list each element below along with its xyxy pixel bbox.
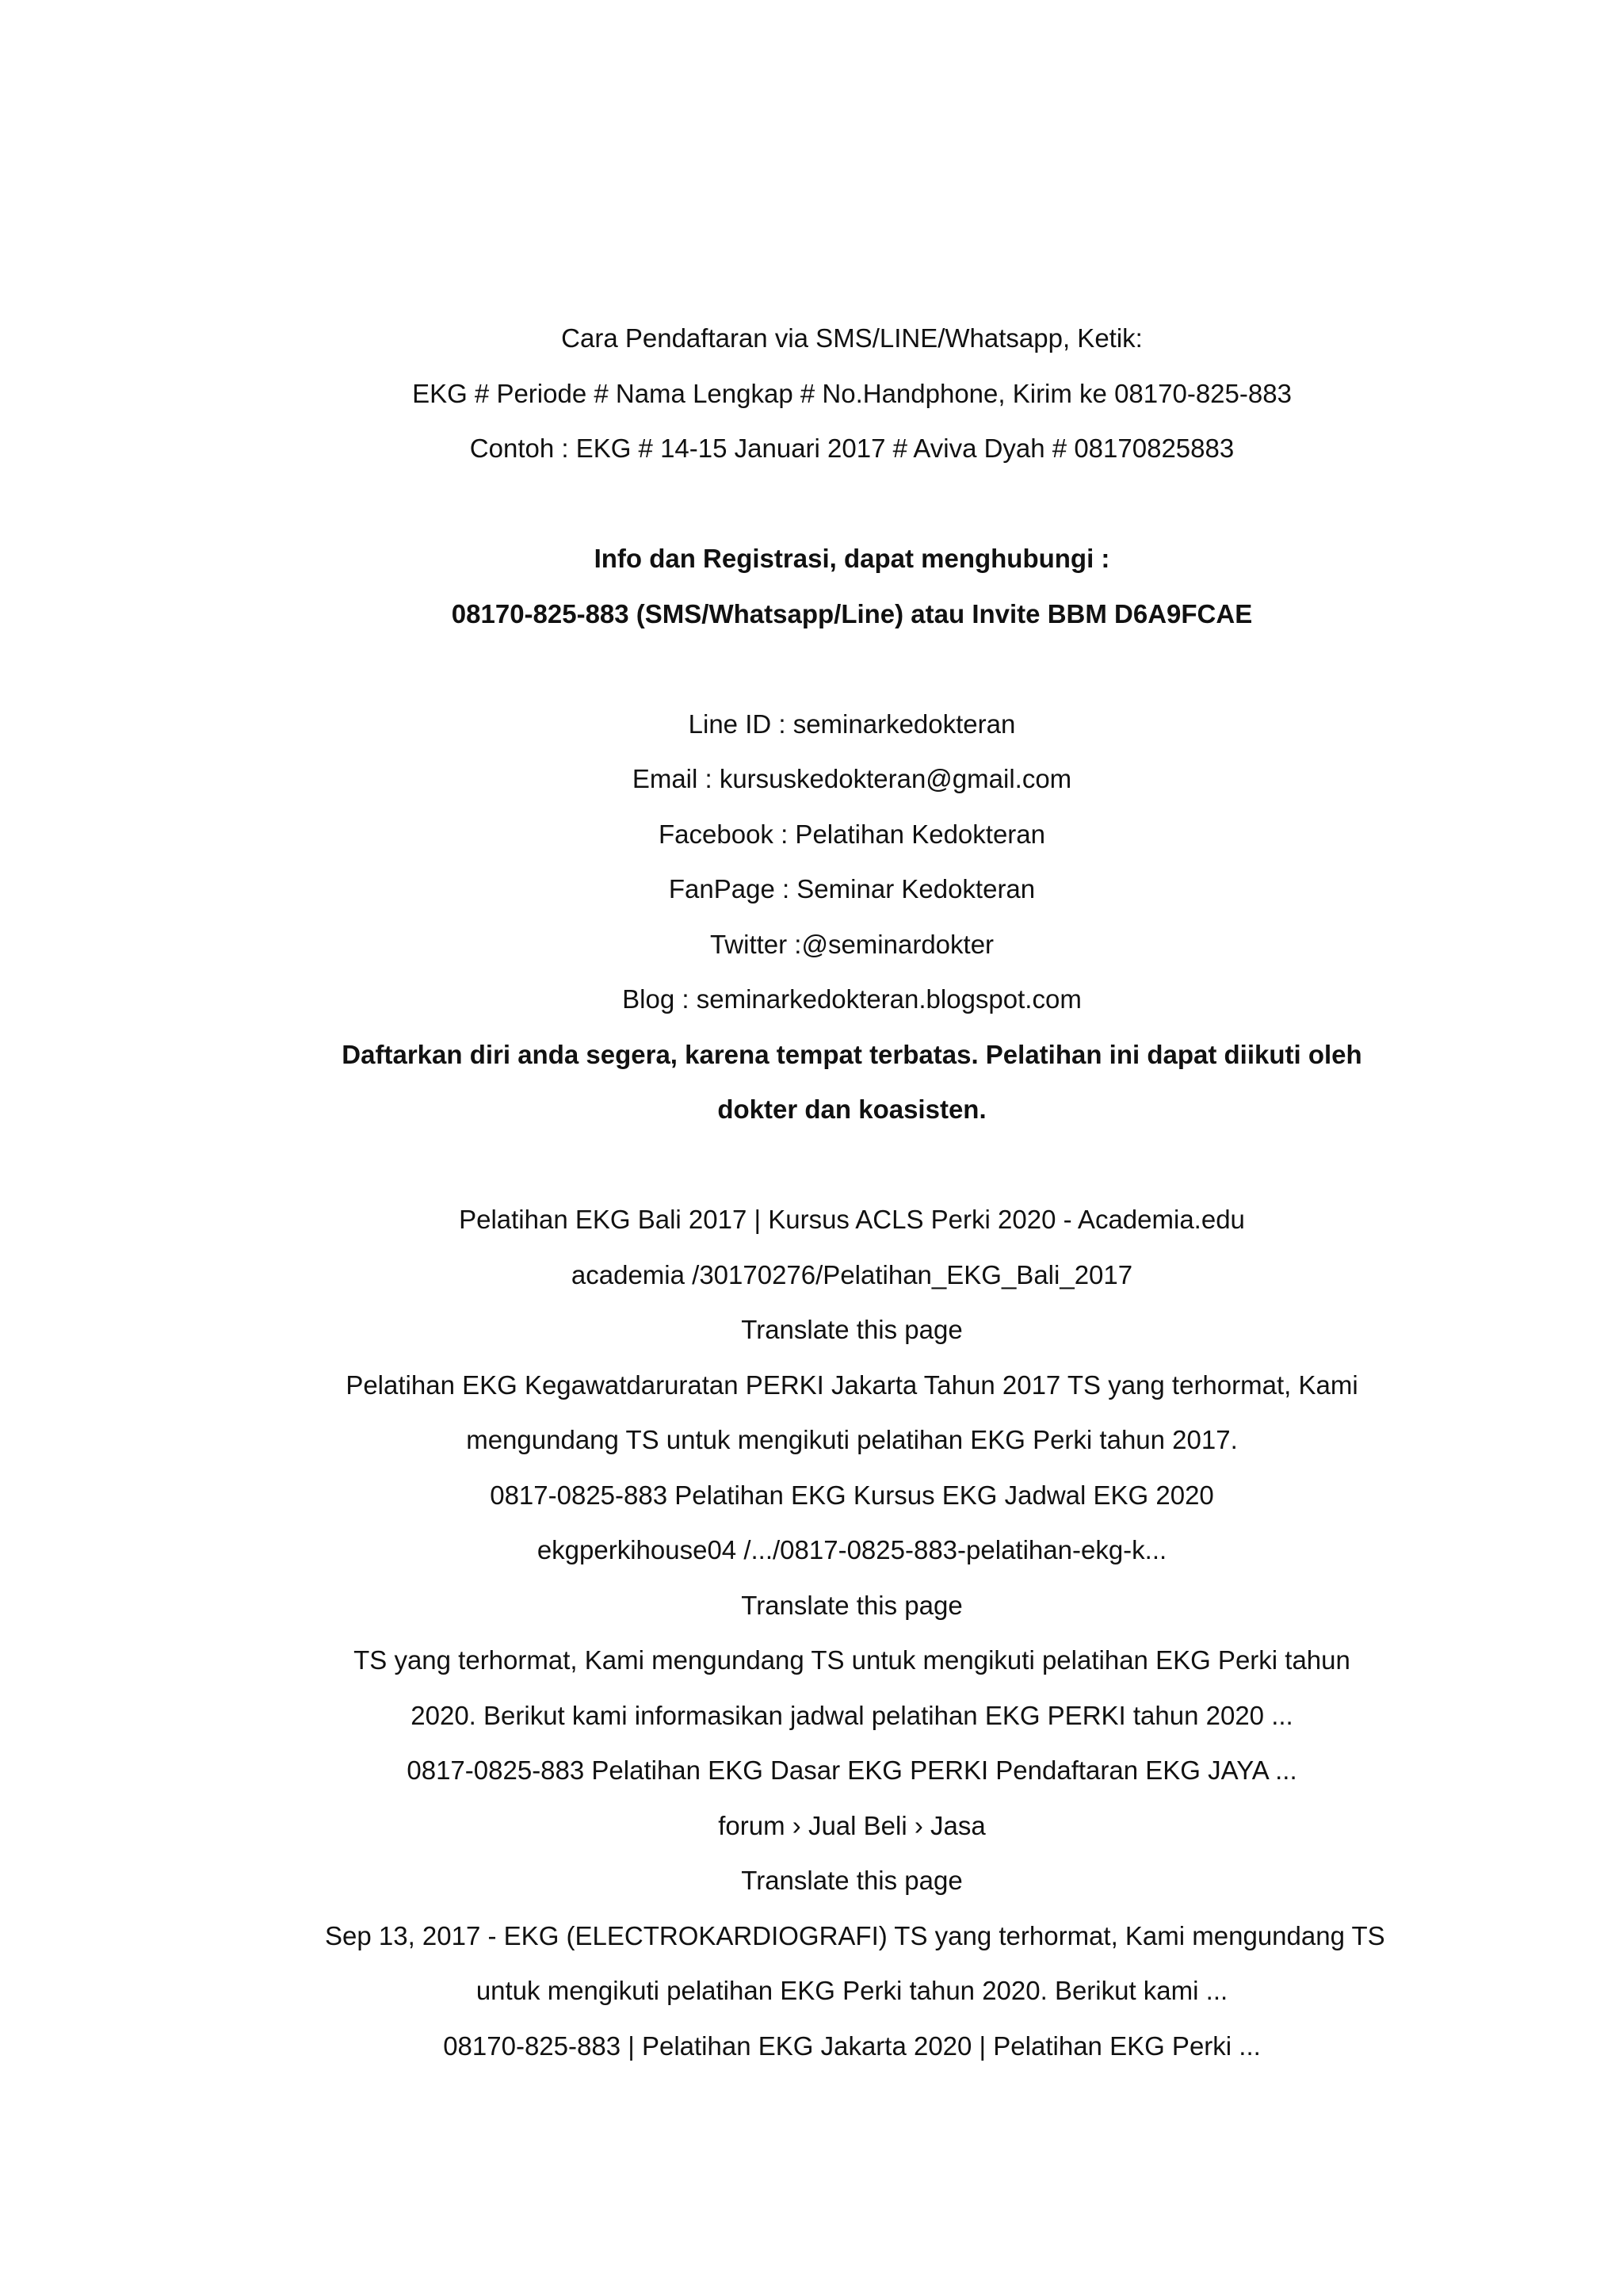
notice-line-2: dokter dan koasisten. [717,1095,987,1124]
registration-format: EKG # Periode # Nama Lengkap # No.Handphone, Kirim ke 08170-825-883 [412,378,1292,408]
translate-link-3: Translate this page [741,1866,963,1895]
info-heading: Info dan Registrasi, dapat menghubungi : [594,544,1110,573]
social-facebook: Facebook : Pelatihan Kedokteran [659,819,1045,849]
result-snippet-3a: Sep 13, 2017 - EKG (ELECTROKARDIOGRAFI) TS yang terhormat, Kami mengundang TS [325,1920,1385,1950]
result-snippet-2a: TS yang terhormat, Kami mengundang TS untuk mengikuti pelatihan EKG Perki tahun [353,1645,1350,1675]
paragraph-gap [325,641,1379,697]
translate-link-2: Translate this page [741,1590,963,1620]
social-twitter: Twitter :@seminardokter [709,929,995,959]
paragraph-gap [325,1137,1379,1193]
result-title-3: 0817-0825-883 Pelatihan EKG Dasar EKG PERKI Pendaftaran EKG JAYA ... [407,1755,1297,1785]
registration-example: Contoh : EKG # 14-15 Januari 2017 # Aviva Dyah # 08170825883 [469,434,1235,463]
result-snippet-1a: Pelatihan EKG Kegawatdaruratan PERKI Jakarta Tahun 2017 TS yang terhormat, Kami [346,1370,1358,1400]
paragraph-gap [325,476,1379,532]
registration-intro: Cara Pendaftaran via SMS/LINE/Whatsapp, Ketik: [561,323,1143,353]
result-snippet-2b: 2020. Berikut kami informasikan jadwal pelatihan EKG PERKI tahun 2020 ... [411,1700,1293,1730]
social-blog: Blog : seminarkedokteran.blogspot.com [622,984,1082,1014]
result-title-2: 0817-0825-883 Pelatihan EKG Kursus EKG Jadwal EKG 2020 [490,1480,1214,1510]
social-line-id: Line ID : seminarkedokteran [688,709,1016,739]
result-snippet-1b: mengundang TS untuk mengikuti pelatihan EKG Perki tahun 2017. [466,1425,1238,1454]
social-fanpage: FanPage : Seminar Kedokteran [668,874,1036,904]
translate-link-1: Translate this page [741,1315,963,1344]
result-snippet-3b: untuk mengikuti pelatihan EKG Perki tahun 2020. Berikut kami ... [475,1976,1228,2005]
result-breadcrumb-3: forum › Jual Beli › Jasa [718,1810,986,1840]
info-contact: 08170-825-883 (SMS/Whatsapp/Line) atau Invite BBM D6A9FCAE [451,598,1253,628]
notice-line-1: Daftarkan diri anda segera, karena tempat terbatas. Pelatihan ini dapat diikuti oleh [342,1039,1362,1069]
social-email: Email : kursuskedokteran@gmail.com [632,764,1072,793]
result-url-2: ekgperkihouse04 /.../0817-0825-883-pelatihan-ekg-k... [537,1535,1167,1564]
result-title-1: Pelatihan EKG Bali 2017 | Kursus ACLS Perki 2020 - Academia.edu [459,1205,1245,1234]
document-content [325,311,1385,2073]
result-url-1: academia /30170276/Pelatihan_EKG_Bali_2017 [571,1259,1133,1289]
result-title-4: 08170-825-883 | Pelatihan EKG Jakarta 2020 | Pelatihan EKG Perki ... [443,2030,1261,2061]
